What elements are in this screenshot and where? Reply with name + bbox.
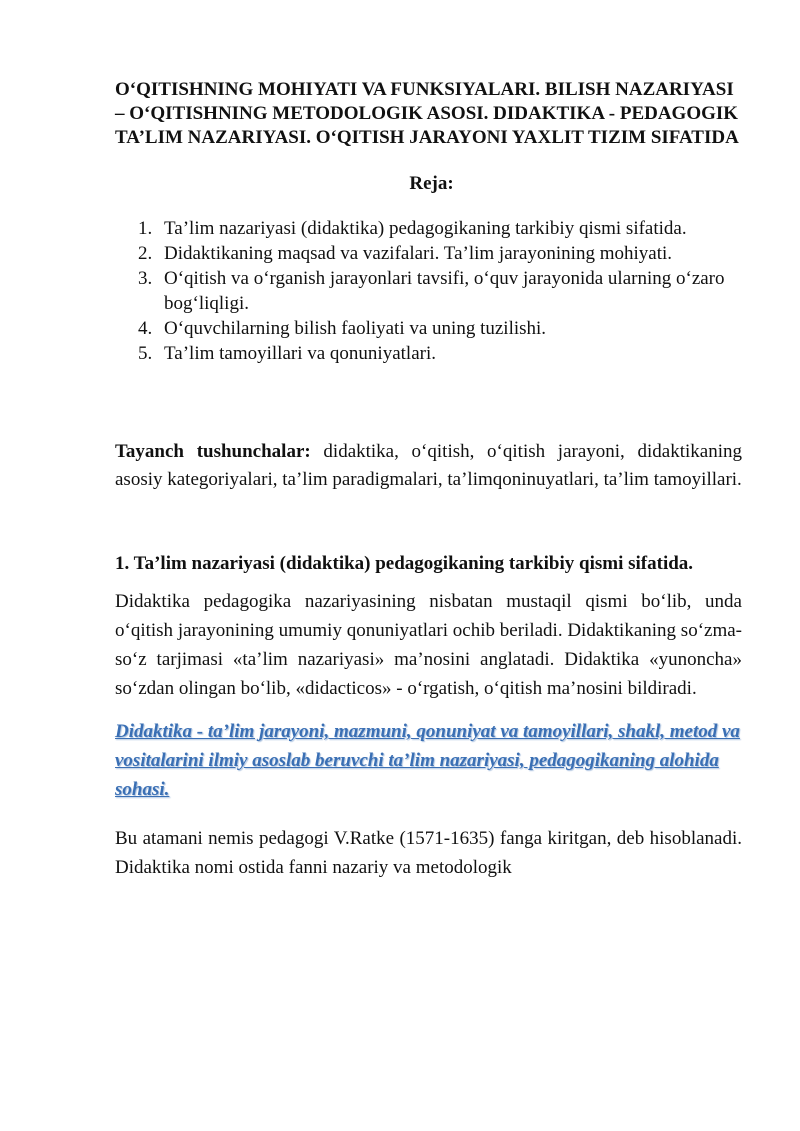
- plan-item: [115, 316, 748, 341]
- definition-highlight: Didaktika - ta’lim jarayoni, mazmuni, qonuniyat va tamoyillari, shakl, metod va vositalarini ilmiy asoslab beruvchi ta’lim nazariyasi, pedagogikaning alohida sohasi.: [115, 721, 740, 800]
- plan-heading: Reja:: [409, 173, 454, 194]
- plan-item: [115, 341, 748, 366]
- body-paragraph: Bu atamani nemis pedagogi V.Ratke (1571-1635) fanga kiritgan, deb hisoblanadi. Didaktika nomi ostida fanni nazariy va metodologik: [115, 828, 742, 878]
- plan-item: [115, 241, 748, 266]
- document-title: O‘QITISHNING MOHIYATI VA FUNKSIYALARI. BILISH NAZARIYASI – O‘QITISHNING METODOLOGIK ASOSI. DIDAKTIKA - PEDAGOGIK TA’LIM NAZARIYASI. O‘QITISH JARAYONI YAXLIT TIZIM SIFATIDA: [115, 79, 739, 148]
- plan-list: [115, 216, 742, 366]
- plan-item-number: 3.: [138, 268, 153, 289]
- plan-item-text: O‘qitish va o‘rganish jarayonlari tavsifi, o‘quv jarayonida ularning o‘zaro bog‘liqligi.: [164, 268, 725, 314]
- plan-item-number: 4.: [138, 318, 153, 339]
- plan-item-number: 5.: [138, 343, 153, 364]
- plan-item: [115, 216, 748, 241]
- document-page: [115, 78, 742, 882]
- plan-item-text: O‘quvchilarning bilish faoliyati va uning tuzilishi.: [164, 318, 547, 339]
- plan-item: [115, 266, 748, 316]
- key-concepts-text: didaktika, o‘qitish, o‘qitish jarayoni, didaktikaning asosiy kategoriyalari, ta’lim paradigmalari, ta’limqoninuyatlari, ta’lim tamoyillari.: [115, 441, 742, 490]
- body-paragraph: Didaktika pedagogika nazariyasining nisbatan mustaqil qismi bo‘lib, unda o‘qitish jarayonining umumiy qonuniyatlari ochib beriladi. Didaktikaning so‘zma-so‘z tarjimasi «ta’lim nazariyasi» ma’nosini anglatadi. Didaktika «yunoncha» so‘zdan olingan bo‘lib, «didacticos» - o‘rgatish, o‘qitish ma’nosini bildiradi.: [115, 591, 742, 699]
- plan-item-text: Ta’lim tamoyillari va qonuniyatlari.: [164, 343, 436, 364]
- key-concepts-label: Tayanch tushunchalar:: [115, 441, 311, 462]
- key-concepts-paragraph: [115, 438, 742, 494]
- plan-item-text: Didaktikaning maqsad va vazifalari. Ta’lim jarayonining mohiyati.: [164, 243, 673, 264]
- plan-item-number: 2.: [138, 243, 153, 264]
- plan-item-text: Ta’lim nazariyasi (didaktika) pedagogikaning tarkibiy qismi sifatida.: [164, 218, 687, 239]
- section-heading: 1. Ta’lim nazariyasi (didaktika) pedagogikaning tarkibiy qismi sifatida.: [115, 553, 694, 574]
- plan-item-number: 1.: [138, 218, 153, 239]
